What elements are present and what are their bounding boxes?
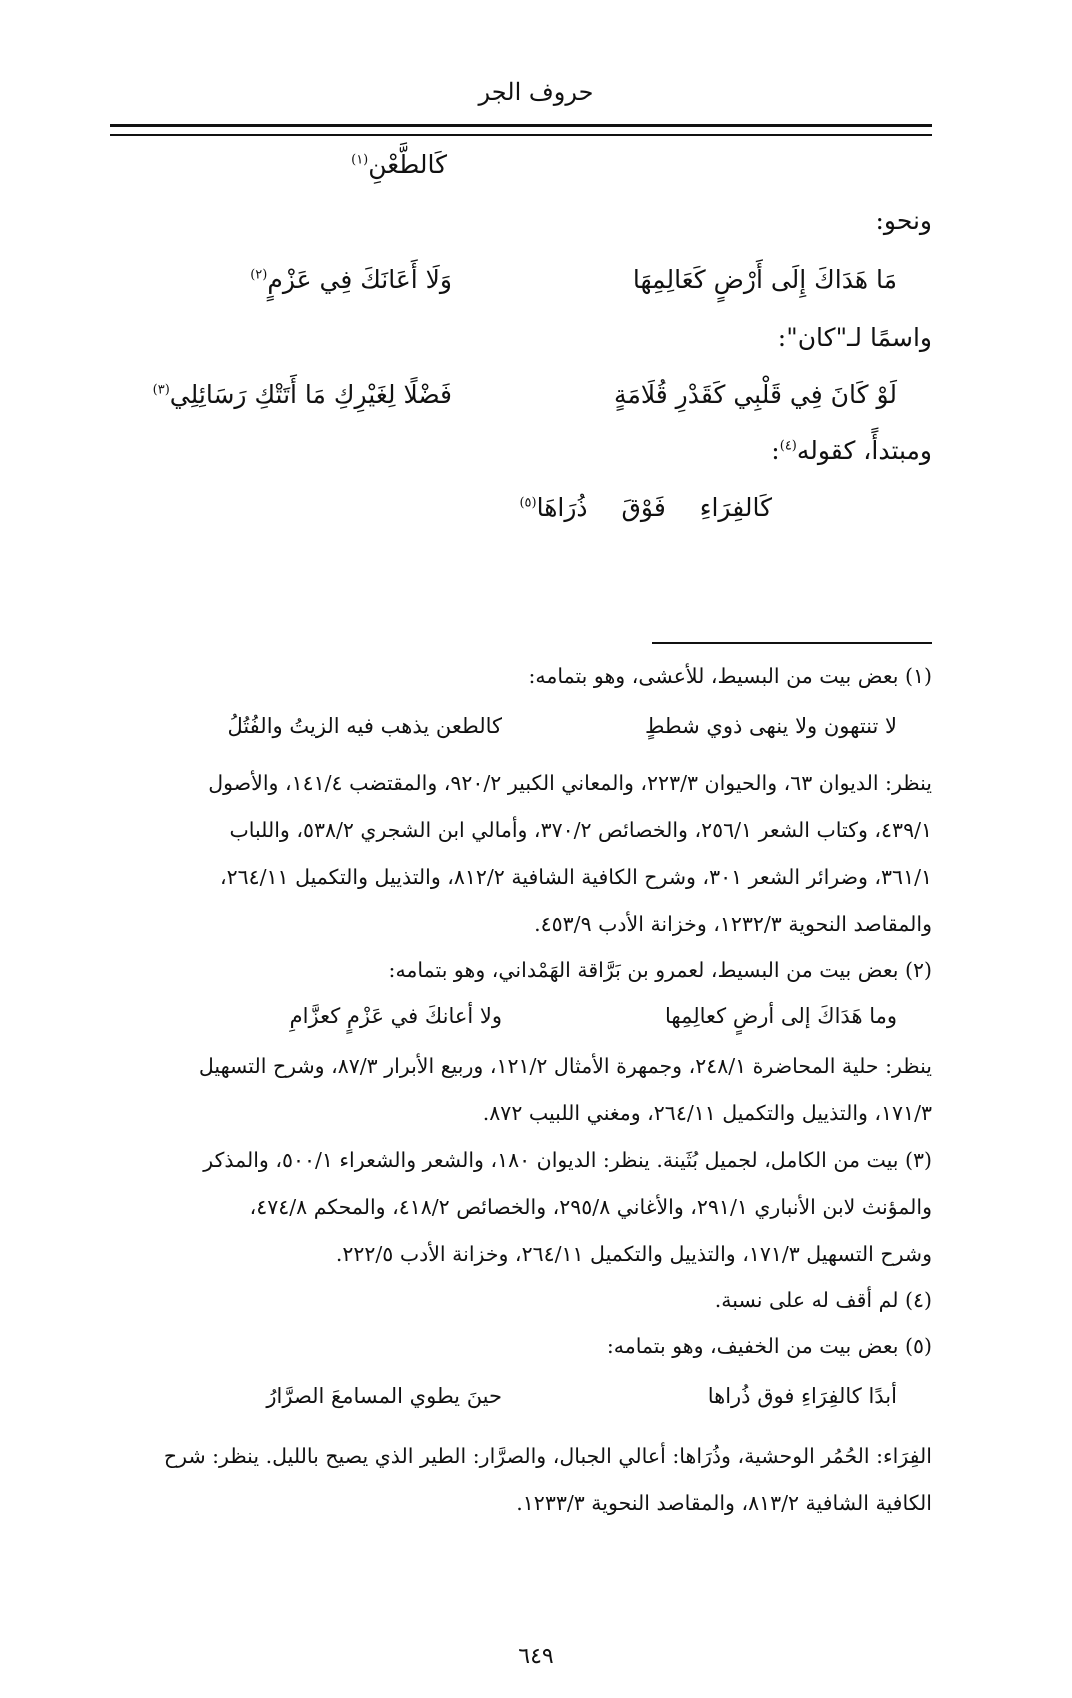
footnote-1-verse-second: كالطعن يذهب فيه الزيتُ والفُتُلُ <box>227 714 502 738</box>
intro-3: واسمًا لـ"كان": <box>777 323 932 352</box>
verse-3-first-hemistich: لَوْ كَانَ فِي قَلْبِي كَقَدْرِ قُلَامَةٍ <box>614 380 897 409</box>
footnote-1-refs-line: ٤٣٩/١، وكتاب الشعر ٢٥٦/١، والخصائص ٣٧٠/٢، وأمالي ابن الشجري ٥٣٨/٢، واللباب <box>229 818 932 842</box>
page-number: ٦٤٩ <box>518 1644 554 1669</box>
footnote-separator <box>652 642 932 644</box>
footnote-2-heading: (٢) بعض بيت من البسيط، لعمرو بن بَرَّاقة الهَمْداني، وهو بتمامه: <box>388 958 932 982</box>
footnote-ref-3: (٣) <box>152 382 170 398</box>
footnote-ref-2: (٢) <box>250 267 268 283</box>
intro-4: ومبتدأً، كقوله$^{(٤)}$: <box>771 436 932 465</box>
footnote-3-line: (٣) بيت من الكامل، لجميل بُثَينة. ينظر: الديوان ١٨٠، والشعر والشعراء ٥٠٠/١، والمذكر <box>203 1148 932 1172</box>
footnote-1-heading: (١) بعض بيت من البسيط، للأعشى، وهو بتمامه: <box>528 664 932 688</box>
intro-2: ونحو: <box>875 206 932 235</box>
header-rule-bottom <box>110 134 932 136</box>
footnote-4: (٤) لم أقف له على نسبة. <box>714 1288 932 1312</box>
running-title: حروف الجر <box>478 78 594 106</box>
footnote-3-line: وشرح التسهيل ١٧١/٣، والتذييل والتكميل ٢٦٤/١١، وخزانة الأدب ٢٢٢/٥. <box>335 1242 932 1266</box>
footnote-5-verse-first: أبدًا كالفِرَاءِ فوق ذُراها <box>707 1384 897 1408</box>
footnote-ref-5: (٥) <box>519 495 537 511</box>
footnote-2-verse-second: ولا أعانكَ في عَزْمٍ كعزَّامِ <box>289 1004 502 1028</box>
verse-2-first-hemistich: مَا هَدَاكَ إِلَى أَرْضٍ كَعَالِمِهَا <box>632 265 897 294</box>
quote-1: كَالطَّعْنِ$^{(١)}$ <box>351 150 447 179</box>
footnote-1-refs-line: ٣٦١/١، وضرائر الشعر ٣٠١، وشرح الكافية الشافية ٨١٢/٢، والتذييل والتكميل ٢٦٤/١١، <box>219 865 932 889</box>
footnote-2-verse-first: وما هَدَاكَ إلى أرضٍ كعالِمِها <box>665 1004 897 1028</box>
footnote-2-refs-line: ينظر: حلية المحاضرة ٢٤٨/١، وجمهرة الأمثال ١٢١/٢، وربيع الأبرار ٨٧/٣، وشرح التسهيل <box>198 1054 932 1078</box>
footnote-1-refs-line: والمقاصد النحوية ١٢٣٢/٣، وخزانة الأدب ٤٥٣/٩. <box>534 912 932 936</box>
footnote-5-gloss-line: الكافية الشافية ٨١٣/٢، والمقاصد النحوية ١٢٣٣/٣. <box>516 1491 932 1515</box>
footnote-5-gloss-line: الفِرَاء: الحُمُر الوحشية، وذُرَاها: أعالي الجبال، والصرَّار: الطير الذي يصيح بالليل. ينظر: شرح <box>163 1444 932 1468</box>
header-rule-top <box>110 124 932 127</box>
footnote-2-refs-line: ١٧١/٣، والتذييل والتكميل ٢٦٤/١١، ومغني اللبيب ٨٧٢. <box>482 1101 932 1125</box>
quote-5: كَالفِرَاءِ فَوْقَ ذُرَاهَا$^{(٥)}$ <box>519 493 772 522</box>
footnote-5-verse-second: حينَ يطوي المسامعَ الصرَّارُ <box>266 1384 502 1408</box>
verse-3-second-hemistich: فَضْلًا لِغَيْرِكِ مَا أَتَتْكِ رَسَائِلِي$^{(٣)}$ <box>152 380 452 409</box>
footnote-1-refs-line: ينظر: الديوان ٦٣، والحيوان ٢٢٣/٣، والمعاني الكبير ٩٢٠/٢، والمقتضب ١٤١/٤، والأصول <box>208 771 932 795</box>
footnote-ref-1: (١) <box>351 152 369 168</box>
footnote-ref-4: (٤) <box>779 438 797 454</box>
footnote-3-line: والمؤنث لابن الأنباري ٢٩١/١، والأغاني ٢٩٥/٨، والخصائص ٤١٨/٢، والمحكم ٤٧٤/٨، <box>249 1195 932 1219</box>
verse-2-second-hemistich: وَلَا أَعَانَكَ فِي عَزْمٍ$^{(٢)}$ <box>250 265 452 294</box>
footnote-5-heading: (٥) بعض بيت من الخفيف، وهو بتمامه: <box>606 1334 932 1358</box>
footnote-1-verse-first: لا تنتهون ولا ينهى ذوي شططٍ <box>645 714 897 738</box>
